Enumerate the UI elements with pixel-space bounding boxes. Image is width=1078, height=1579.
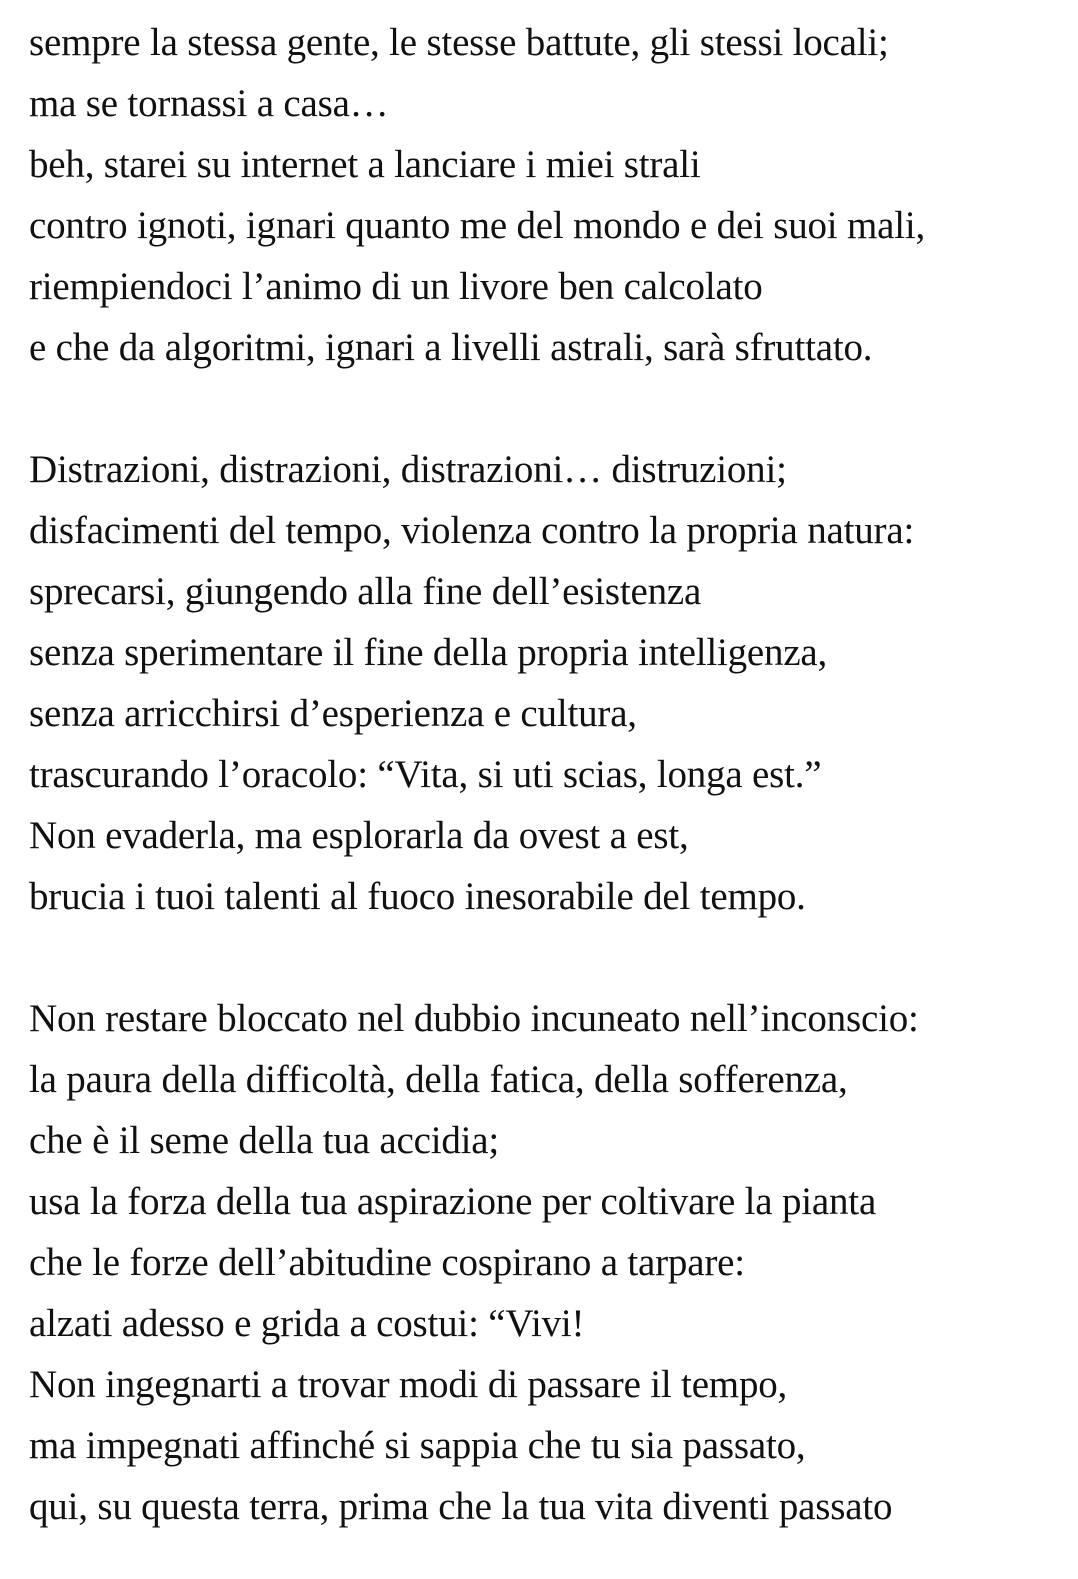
poem-line: ma impegnati affinché si sappia che tu sia passato, (29, 1424, 806, 1467)
poem-line: senza sperimentare il fine della propria intelligenza, (29, 631, 828, 674)
poem-line: qui, su questa terra, prima che la tua vita diventi passato (29, 1485, 893, 1528)
poem-line: sprecarsi, giungendo alla fine dell’esistenza (29, 570, 702, 613)
poem-line: Non ingegnarti a trovar modi di passare il tempo, (29, 1363, 788, 1406)
stanza-3 (29, 988, 1078, 1537)
poem-line: Non restare bloccato nel dubbio incuneato nell’inconscio: (29, 997, 919, 1040)
poem-line: usa la forza della tua aspirazione per coltivare la pianta (29, 1180, 877, 1223)
poem-line: alzati adesso e grida a costui: “Vivi! (29, 1302, 585, 1345)
poem-line: che le forze dell’abitudine cospirano a tarpare: (29, 1241, 745, 1284)
poem-line: e che da algoritmi, ignari a livelli astrali, sarà sfruttato. (29, 326, 873, 369)
poem-line: senza arricchirsi d’esperienza e cultura, (29, 692, 637, 735)
poem-line: sempre la stessa gente, le stesse battute, gli stessi locali; (29, 21, 889, 64)
poem-line: trascurando l’oracolo: “Vita, si uti scias, longa est.” (29, 753, 822, 796)
stanza-2 (29, 439, 1078, 927)
poem-line: brucia i tuoi talenti al fuoco inesorabile del tempo. (29, 875, 806, 918)
poem-text (29, 12, 1078, 1537)
stanza-1 (29, 12, 1078, 378)
poem-line: riempiendoci l’animo di un livore ben calcolato (29, 265, 763, 308)
poem-line: ma se tornassi a casa… (29, 82, 389, 125)
poem-line: contro ignoti, ignari quanto me del mondo e dei suoi mali, (29, 204, 926, 247)
poem-line: che è il seme della tua accidia; (29, 1119, 500, 1162)
poem-line: la paura della difficoltà, della fatica, della sofferenza, (29, 1058, 848, 1101)
poem-line: disfacimenti del tempo, violenza contro la propria natura: (29, 509, 915, 552)
poem-line: beh, starei su internet a lanciare i miei strali (29, 143, 701, 186)
poem-line: Non evaderla, ma esplorarla da ovest a est, (29, 814, 689, 857)
poem-line: Distrazioni, distrazioni, distrazioni… distruzioni; (29, 448, 787, 491)
